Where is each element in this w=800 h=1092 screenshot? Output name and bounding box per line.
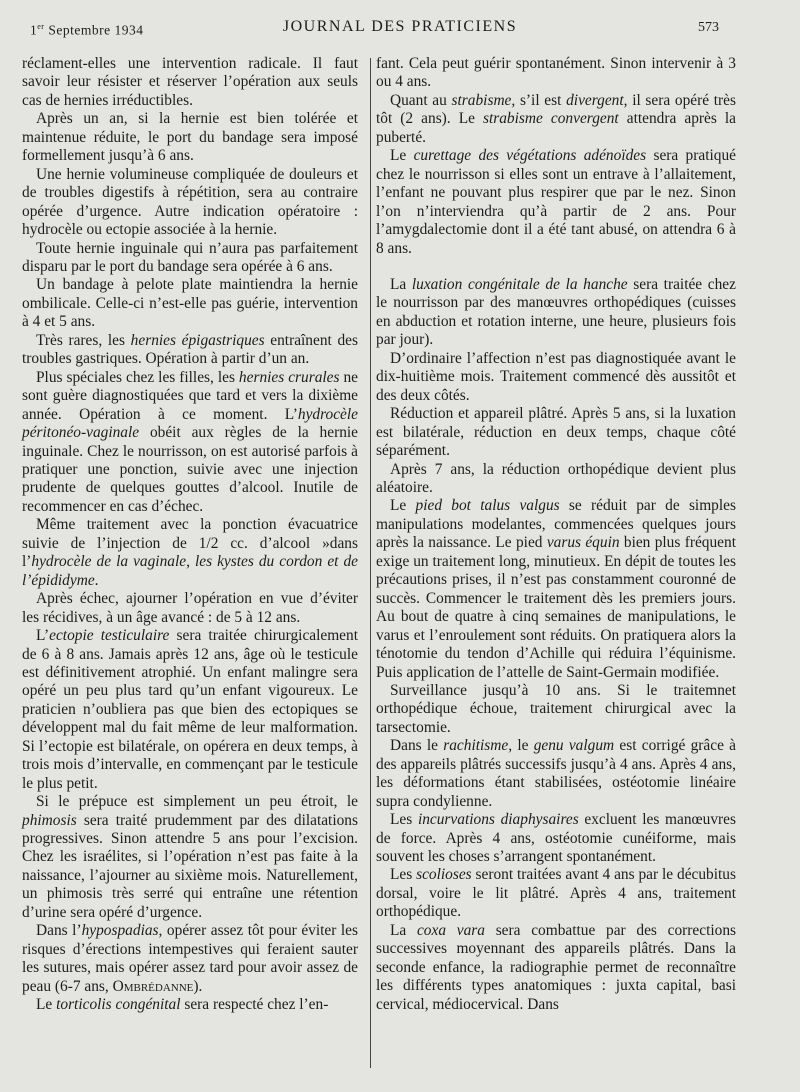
paragraph [22,590,358,627]
paragraph [376,92,736,147]
text: il sera opéré très tôt (2 ans). Le [376,91,736,128]
paragraph [376,350,736,405]
paragraph [22,166,358,240]
text: Après 7 ans, la réduction orthopédique devient plus aléatoire. [376,460,736,496]
italic-term: genu valgum [533,737,615,755]
paragraph [22,996,358,1014]
column-divider [370,58,371,1068]
text: Un bandage à pelote plate maintiendra la hernie ombilicale. Celle-ci n’est-elle pas guérie, intervention à 4 et 5 ans. [22,276,358,331]
paragraph [376,497,736,682]
text: Dans le [390,737,444,755]
paragraph [376,461,736,498]
italic-term: hypospadias, [81,922,163,940]
text: le [512,737,534,755]
paragraph [22,627,358,793]
text: s’il est [515,91,567,109]
italic-term: curettage des végétations adénoïdes [413,147,647,165]
italic-term: strabisme convergent [482,110,619,128]
text: fant. Cela peut guérir spontanément. Sinon intervenir à 3 ou 4 ans. [376,55,736,91]
text: Une hernie volumineuse compliquée de douleurs et de troubles digestifs à répétition, sera au contraire opérée d’urgence. Autre indication opératoire : hydrocèle ou ectopie associée à la hernie. [22,165,358,239]
text: obéit aux règles de la hernie inguinale. Chez le nourrisson, on est autorisé parfois à pratiquer une ponction, suivie avec une injection prudente de quelques gouttes d’alcool. Inutile de recommencer en cas d’échec. [22,424,358,515]
paragraph [22,369,358,517]
italic-term: pied bot talus valgus [415,497,560,515]
italic-term: strabisme, [451,91,516,109]
italic-term: phimosis [22,811,77,829]
italic-term: hydrocèle péritonéo-vaginale [22,405,358,442]
text: entraînent des troubles gastriques. Opération à partir d’un an. [22,331,358,368]
italic-term: coxa vara [416,921,485,939]
paragraph [376,405,736,460]
text: Toute hernie inguinale qui n’aura pas parfaitement disparu par le port du bandage sera opérée à 6 ans. [22,239,358,275]
text: Plus spéciales chez les filles, les [36,368,239,386]
text: réclament-elles une intervention radicale. Il faut savoir leur résister et réserver l’opération aux seuls cas de hernies irréductibles. [22,55,358,109]
paragraph [22,55,358,110]
paragraph [22,516,358,590]
text: sera traitée chez le nourrisson par des manœuvres orthopédiques (cuisses en abduction et rotation interne, une heure, plusieurs fois par jour). [376,275,736,349]
text: Très rares, les [36,331,131,349]
right-column [376,55,736,1014]
text: Le [36,996,57,1014]
text: sera traitée chirurgicalement de 6 à 8 ans. Jamais après 12 ans, âge où le testicule est définitivement atrophié. Un enfant malingre sera opéré un peu plus tard qu’un enfant vigoureux. Le praticien n’oubliera pas que bien des ectopiques se développent mal du fait même de leur malformation. Si l’ectopie est bilatérale, on opérera en deux temps, à trois mois d’intervalle, en commençant par le testicule le plus petit. [22,627,358,792]
text: La [390,275,412,293]
text: sera respecté chez l’en- [180,996,329,1014]
paragraph [22,240,358,277]
text: Dans l’ [36,922,82,940]
italic-term: rachitisme, [443,737,513,755]
italic-term: incurvations diaphysaires [417,811,579,829]
italic-term: hernies crurales [238,368,340,386]
paragraph [22,922,358,996]
text: Les [390,866,417,884]
text: Les [390,811,418,829]
italic-term: hernies épigastriques [130,331,265,349]
paragraph [376,147,736,258]
paragraph [376,55,736,92]
text: D’ordinaire l’affection n’est pas diagnostiquée avant le dix-huitième mois. Traitement commencé dès aussitôt et des deux côtés. [376,349,736,404]
paragraph [376,737,736,811]
text: sera traité prudemment par des dilatations progressives. Sinon attendre 5 ans pour l’excision. Chez les israélites, si l’opération n’est pas faite à la naissance, l’ajourner au sixième mois. Naturellement, un phimosis très serré qui entraîne une rétention d’urine sera opéré d’urgence. [22,811,358,921]
text: se réduit par de simples manipulations modelantes, commencées quelques jours après la naissance. Le pied [376,497,736,552]
text: L’ [36,627,50,645]
paragraph [376,276,736,350]
date-day-suffix: er [37,22,45,31]
text: Même traitement avec la ponction évacuatrice suivie de l’injection de 1/2 cc. d’alcool »dans l’ [22,516,358,571]
text: Quant au [390,91,452,109]
paragraph [22,793,358,922]
left-column [22,55,358,1015]
paragraph [376,866,736,921]
text: La [390,921,417,939]
text: Surveillance jusqu’à 10 ans. Si le traitemnet orthopédique échoue, traitement chirurgical avec la tarsectomie. [376,681,736,736]
italic-term: scolioses [416,866,472,884]
page-header [0,0,800,40]
paragraph [376,682,736,737]
italic-term: torticolis congénital [56,996,181,1014]
text: Après un an, si la hernie est bien tolérée et maintenue réduite, le port du bandage sera imposé formellement jusqu’à 6 ans. [22,110,358,165]
journal-title: JOURNAL DES PRATICIENS [282,18,518,35]
author-name: Ombrédanne [112,977,194,995]
text: sera pratiqué chez le nourrisson si elles sont un entrave à l’allaitement, l’enfant ne pouvant plus respirer que par le nez. Sinon l’on n’interviendra qu’à partir de 2 ans. Pour l’amygdalectomie dont il a été tant abusé, on attendra 6 à 8 ans. [376,147,736,257]
italic-term: ectopie testiculaire [49,627,170,645]
italic-term: luxation congénitale de la hanche [411,275,628,293]
paragraph [376,811,736,866]
paragraph [22,276,358,331]
text: Le [390,147,414,165]
paragraph [376,922,736,1014]
italic-term: divergent, [566,91,628,109]
text: bien plus fréquent exige un traitement long, minutieux. En dépit de toutes les précautions prises, il n’est pas constamment couronné de succès. Commencer le traitement dès les premiers jours. Au bout de quatre à cinq semaines de manipulations, le varus et l’enroulement sont réduits. On pratiquera alors la ténotomie du tendon d’Achille qui réduira l’équinisme. Puis application de l’attelle de Saint-Germain modifiée. [376,534,736,681]
text: ne sont guère diagnostiquées que tard et vers la dixième année. Opération à ce moment. L’ [22,368,358,423]
italic-term: varus équin [546,534,620,552]
date-month-year: Septembre 1934 [44,22,144,38]
text: excluent les manœuvres de force. Après 4 ans, ostéotomie cunéiforme, mais souvent les choses s’arrangent spontanément. [376,811,736,866]
text: Après échec, ajourner l’opération en vue d’éviter les récidives, à un âge avancé : de 5 à 12 ans. [22,590,358,626]
text: ). [193,977,203,995]
text: . [94,571,99,589]
paragraph [22,110,358,165]
text: attendra après la puberté. [376,110,736,146]
italic-term: hydrocèle de la vaginale, les kystes du cordon et de l’épididyme [22,553,358,589]
text: opérer assez tôt pour éviter les risques d’érections intempestives qui feraient sauter les sutures, mais opérer assez tard pour avoir assez de peau (6-7 ans, [22,922,358,995]
text: sera combattue par des corrections successives moyennant des appareils plâtrés. Dans la seconde enfance, la radiographie permet de reconnaître les différents types anatomiques : juxta capital, basi cervical, médiocervical. Dans [376,921,736,1013]
text: est corrigé grâce à des appareils plâtrés successifs jusqu’à 4 ans. Après 4 ans, les déformations étant stabilisées, ostéotomie linéaire supra condylienne. [376,737,736,810]
text: Si le prépuce est simplement un peu étroit, le [36,793,358,811]
paragraph [22,332,358,369]
date-day: 1 [30,22,38,38]
page-number: 573 [698,20,719,35]
text: seront traitées avant 4 ans par le décubitus dorsal, voire le lit plâtré. Après 4 ans, traitement orthopédique. [376,866,736,921]
text: Réduction et appareil plâtré. Après 5 ans, si la luxation est bilatérale, réduction en deux temps, chaque côté séparément. [376,405,736,460]
text: Le [390,497,416,515]
